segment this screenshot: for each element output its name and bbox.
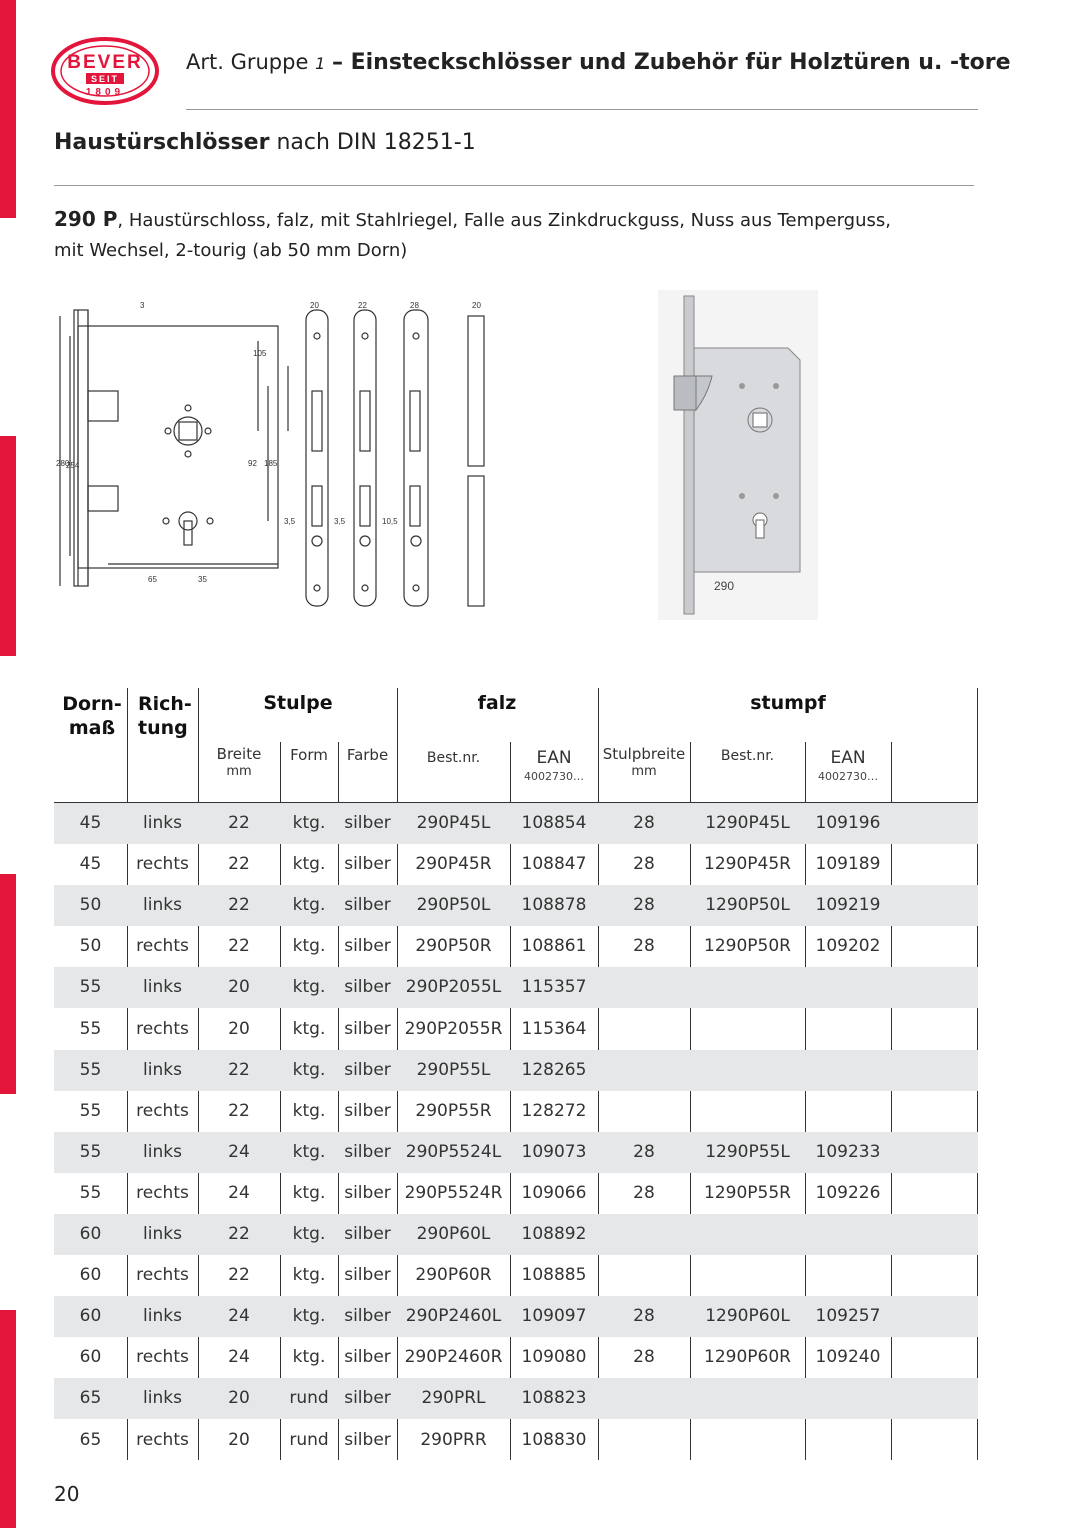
cell-farbe: silber bbox=[344, 895, 391, 916]
cell-form: ktg. bbox=[292, 1224, 326, 1244]
cell-stulpbreite: 28 bbox=[633, 1141, 655, 1162]
cell-ean: 108847 bbox=[521, 854, 587, 875]
svg-text:SEIT: SEIT bbox=[90, 74, 120, 84]
cell-stulpbreite: 28 bbox=[633, 813, 655, 833]
cell-richtung: rechts bbox=[136, 854, 189, 875]
header-falz: falz bbox=[477, 692, 517, 714]
technical-drawing bbox=[48, 296, 508, 612]
cell-stulpbreite: 28 bbox=[633, 895, 655, 916]
svg-text:254: 254 bbox=[66, 461, 80, 470]
cell-bestnr: 290P60R bbox=[415, 1265, 492, 1286]
cell-richtung: rechts bbox=[136, 1018, 189, 1039]
cell-dorn: 60 bbox=[79, 1265, 102, 1286]
table-row bbox=[54, 967, 978, 1008]
cell-bestnr: 290P5524R bbox=[404, 1182, 503, 1203]
cell-richtung: links bbox=[143, 895, 182, 916]
product-line2: mit Wechsel, 2-tourig (ab 50 mm Dorn) bbox=[54, 240, 408, 261]
cell-richtung: links bbox=[143, 1306, 182, 1327]
subheader-breite: Breite mm bbox=[216, 745, 262, 779]
cell-ean2: 109189 bbox=[815, 854, 881, 875]
cell-ean: 108830 bbox=[521, 1429, 587, 1450]
cell-farbe: silber bbox=[344, 977, 391, 998]
cell-form: ktg. bbox=[292, 895, 326, 916]
cell-ean2: 109196 bbox=[815, 813, 881, 833]
page-header bbox=[186, 50, 1011, 75]
cell-bestnr: 290P2055L bbox=[405, 977, 502, 998]
section-title-bold: Haustürschlösser bbox=[54, 130, 270, 155]
cell-dorn: 50 bbox=[79, 936, 102, 957]
cell-farbe: silber bbox=[344, 1429, 391, 1450]
cell-form: ktg. bbox=[292, 1018, 326, 1039]
cell-dorn: 60 bbox=[79, 1224, 102, 1244]
section-title-rest: nach DIN 18251-1 bbox=[276, 130, 476, 155]
cell-ean2 bbox=[805, 1255, 891, 1296]
section-rule bbox=[54, 185, 974, 186]
cell-bestnr: 290P45L bbox=[416, 813, 491, 833]
cell-bestnr2: 1290P60L bbox=[705, 1306, 790, 1327]
cell-form: ktg. bbox=[292, 936, 326, 957]
cell-form: ktg. bbox=[292, 1100, 326, 1121]
table-row bbox=[54, 1337, 978, 1378]
cell-form: ktg. bbox=[292, 1265, 326, 1286]
header-title: – Einsteckschlösser und Zubehör für Holztüren u. -tore bbox=[331, 50, 1011, 75]
cell-ean2 bbox=[805, 1050, 891, 1091]
table-row bbox=[54, 844, 978, 885]
cell-richtung: rechts bbox=[136, 1265, 189, 1286]
cell-richtung: links bbox=[143, 813, 182, 833]
cell-breite: 24 bbox=[228, 1182, 250, 1203]
svg-text:22: 22 bbox=[358, 301, 367, 310]
cell-ean2 bbox=[805, 1091, 891, 1132]
cell-ean: 109066 bbox=[521, 1182, 587, 1203]
cell-stulpbreite bbox=[598, 1378, 690, 1419]
cell-bestnr: 290P2460R bbox=[404, 1347, 503, 1368]
cell-ean2: 109240 bbox=[815, 1347, 881, 1368]
cell-ean2: 109202 bbox=[815, 936, 881, 957]
cell-dorn: 45 bbox=[79, 813, 102, 833]
cell-dorn: 45 bbox=[79, 854, 102, 875]
cell-form: ktg. bbox=[292, 1306, 326, 1327]
cell-stulpbreite bbox=[598, 1009, 690, 1050]
cell-stulpbreite bbox=[598, 1420, 690, 1461]
cell-richtung: rechts bbox=[136, 1347, 189, 1368]
cell-stulpbreite bbox=[598, 1214, 690, 1255]
cell-bestnr: 290P55R bbox=[415, 1100, 492, 1121]
cell-breite: 24 bbox=[228, 1347, 250, 1368]
section-title bbox=[54, 130, 476, 155]
cell-bestnr2: 1290P45L bbox=[705, 813, 790, 833]
cell-ean: 108892 bbox=[521, 1224, 587, 1244]
subheader-ean: EAN bbox=[536, 748, 572, 768]
cell-dorn: 55 bbox=[79, 1018, 102, 1039]
cell-stulpbreite bbox=[598, 1255, 690, 1296]
svg-text:3,5: 3,5 bbox=[334, 517, 346, 526]
svg-text:10,5: 10,5 bbox=[382, 517, 398, 526]
cell-dorn: 60 bbox=[79, 1306, 102, 1327]
cell-form: ktg. bbox=[292, 977, 326, 998]
cell-farbe: silber bbox=[344, 1182, 391, 1203]
cell-bestnr: 290P2460L bbox=[405, 1306, 502, 1327]
cell-bestnr: 290P45R bbox=[415, 854, 492, 875]
side-tab bbox=[0, 874, 16, 1094]
cell-farbe: silber bbox=[344, 1100, 391, 1121]
cell-richtung: rechts bbox=[136, 1100, 189, 1121]
table-row bbox=[54, 1009, 978, 1050]
svg-text:92: 92 bbox=[248, 459, 257, 468]
header-richtung: Rich- tung bbox=[138, 693, 192, 739]
cell-form: ktg. bbox=[292, 1141, 326, 1162]
cell-breite: 20 bbox=[228, 1429, 250, 1450]
table-row bbox=[54, 1255, 978, 1296]
cell-farbe: silber bbox=[344, 1347, 391, 1368]
group-label: Art. Gruppe bbox=[186, 50, 309, 74]
svg-text:BEVER: BEVER bbox=[67, 52, 143, 73]
cell-bestnr: 290P55L bbox=[416, 1059, 491, 1080]
product-line1: , Haustürschloss, falz, mit Stahlriegel, Falle aus Zinkdruckguss, Nuss aus Temperguss, bbox=[117, 210, 891, 231]
cell-ean: 115357 bbox=[521, 977, 587, 998]
cell-breite: 20 bbox=[228, 1388, 250, 1409]
svg-text:185: 185 bbox=[264, 459, 278, 468]
table-row bbox=[54, 1173, 978, 1214]
cell-bestnr2: 1290P55L bbox=[705, 1141, 790, 1162]
cell-form: rund bbox=[289, 1429, 329, 1450]
cell-farbe: silber bbox=[344, 1018, 391, 1039]
cell-breite: 22 bbox=[228, 1059, 250, 1080]
table-row bbox=[54, 885, 978, 926]
cell-breite: 22 bbox=[228, 854, 250, 875]
cell-farbe: silber bbox=[344, 1306, 391, 1327]
svg-text:3,5: 3,5 bbox=[284, 517, 296, 526]
cell-ean2: 109257 bbox=[815, 1306, 881, 1327]
cell-bestnr2 bbox=[690, 1050, 805, 1091]
subheader-stulpbreite: Stulpbreite mm bbox=[602, 745, 686, 779]
cell-bestnr2 bbox=[690, 1378, 805, 1419]
table-row bbox=[54, 926, 978, 967]
cell-breite: 20 bbox=[228, 977, 250, 998]
side-tab bbox=[0, 0, 16, 218]
cell-bestnr: 290P2055R bbox=[404, 1018, 503, 1039]
cell-bestnr: 290P50R bbox=[415, 936, 492, 957]
svg-text:20: 20 bbox=[310, 301, 319, 310]
subheader-bestnr-stumpf: Best.nr. bbox=[720, 748, 775, 764]
cell-ean2: 109219 bbox=[815, 895, 881, 916]
cell-breite: 22 bbox=[228, 1265, 250, 1286]
cell-stulpbreite: 28 bbox=[633, 936, 655, 957]
table-row bbox=[54, 1378, 978, 1419]
cell-breite: 24 bbox=[228, 1306, 250, 1327]
cell-breite: 20 bbox=[228, 1018, 250, 1039]
cell-bestnr: 290P60L bbox=[416, 1224, 491, 1244]
product-photo bbox=[658, 290, 818, 620]
cell-richtung: rechts bbox=[136, 936, 189, 957]
cell-ean2 bbox=[805, 1378, 891, 1419]
table-row bbox=[54, 1132, 978, 1173]
cell-form: ktg. bbox=[292, 1182, 326, 1203]
product-code: 290 P bbox=[54, 207, 118, 231]
cell-stulpbreite bbox=[598, 1091, 690, 1132]
subheader-bestnr: Best.nr. bbox=[426, 750, 481, 766]
side-tab bbox=[0, 1310, 16, 1528]
cell-bestnr2: 1290P55R bbox=[704, 1182, 791, 1203]
subheader-ean-prefix: 4002730… bbox=[524, 770, 584, 783]
cell-bestnr: 290P50L bbox=[416, 895, 491, 916]
cell-farbe: silber bbox=[344, 1059, 391, 1080]
cell-ean2: 109233 bbox=[815, 1141, 881, 1162]
cell-bestnr2: 1290P50L bbox=[705, 895, 790, 916]
svg-text:280: 280 bbox=[56, 459, 70, 468]
cell-bestnr2 bbox=[690, 1255, 805, 1296]
cell-ean: 108854 bbox=[521, 813, 587, 833]
header-stulpe: Stulpe bbox=[263, 692, 333, 714]
svg-text:28: 28 bbox=[410, 301, 419, 310]
cell-ean: 108823 bbox=[521, 1388, 587, 1409]
cell-dorn: 55 bbox=[79, 1059, 102, 1080]
table-row bbox=[54, 803, 978, 844]
cell-form: rund bbox=[289, 1388, 329, 1409]
cell-stulpbreite: 28 bbox=[633, 1347, 655, 1368]
cell-bestnr2: 1290P60R bbox=[704, 1347, 791, 1368]
cell-bestnr2: 1290P45R bbox=[704, 854, 791, 875]
header-dornmass: Dorn- maß bbox=[62, 693, 122, 739]
cell-stulpbreite bbox=[598, 1050, 690, 1091]
group-number: 1 bbox=[315, 54, 326, 73]
cell-dorn: 65 bbox=[79, 1429, 102, 1450]
cell-breite: 24 bbox=[228, 1141, 250, 1162]
side-tab bbox=[0, 436, 16, 656]
cell-dorn: 55 bbox=[79, 1100, 102, 1121]
cell-stulpbreite: 28 bbox=[633, 1306, 655, 1327]
cell-richtung: rechts bbox=[136, 1429, 189, 1450]
cell-bestnr2 bbox=[690, 1009, 805, 1050]
cell-dorn: 65 bbox=[79, 1388, 102, 1409]
svg-text:3: 3 bbox=[140, 301, 145, 310]
cell-bestnr2 bbox=[690, 967, 805, 1008]
subheader-form: Form bbox=[290, 746, 328, 764]
cell-form: ktg. bbox=[292, 1347, 326, 1368]
cell-farbe: silber bbox=[344, 936, 391, 957]
cell-farbe: silber bbox=[344, 813, 391, 833]
cell-stulpbreite: 28 bbox=[633, 1182, 655, 1203]
cell-richtung: links bbox=[143, 977, 182, 998]
cell-form: ktg. bbox=[292, 813, 326, 833]
cell-ean: 115364 bbox=[521, 1018, 587, 1039]
subheader-ean-prefix-stumpf: 4002730… bbox=[818, 770, 878, 783]
cell-bestnr: 290PRR bbox=[420, 1429, 487, 1450]
cell-richtung: links bbox=[143, 1388, 182, 1409]
table-row bbox=[54, 1420, 978, 1461]
svg-text:65: 65 bbox=[148, 575, 157, 584]
cell-ean: 108878 bbox=[521, 895, 587, 916]
cell-dorn: 60 bbox=[79, 1347, 102, 1368]
cell-richtung: links bbox=[143, 1224, 182, 1244]
cell-farbe: silber bbox=[344, 1388, 391, 1409]
cell-ean: 109073 bbox=[521, 1141, 587, 1162]
svg-text:35: 35 bbox=[198, 575, 207, 584]
svg-text:105: 105 bbox=[253, 349, 267, 358]
svg-text:1809: 1809 bbox=[85, 87, 125, 98]
cell-breite: 22 bbox=[228, 936, 250, 957]
cell-ean2: 109226 bbox=[815, 1182, 881, 1203]
table-row bbox=[54, 1050, 978, 1091]
cell-ean2 bbox=[805, 1420, 891, 1461]
cell-dorn: 55 bbox=[79, 1182, 102, 1203]
table-row bbox=[54, 1091, 978, 1132]
cell-ean: 109080 bbox=[521, 1347, 587, 1368]
cell-bestnr2 bbox=[690, 1420, 805, 1461]
cell-form: ktg. bbox=[292, 854, 326, 875]
subheader-farbe: Farbe bbox=[346, 746, 389, 764]
cell-breite: 22 bbox=[228, 1100, 250, 1121]
cell-bestnr2 bbox=[690, 1214, 805, 1255]
cell-ean2 bbox=[805, 1214, 891, 1255]
cell-breite: 22 bbox=[228, 895, 250, 916]
cell-ean2 bbox=[805, 1009, 891, 1050]
cell-ean: 108885 bbox=[521, 1265, 587, 1286]
cell-ean: 128272 bbox=[521, 1100, 587, 1121]
cell-breite: 22 bbox=[228, 1224, 250, 1244]
svg-text:20: 20 bbox=[472, 301, 481, 310]
page-number: 20 bbox=[54, 1482, 80, 1506]
bever-logo bbox=[50, 36, 160, 106]
subheader-ean-stumpf: EAN bbox=[830, 748, 866, 768]
cell-richtung: links bbox=[143, 1141, 182, 1162]
cell-ean: 109097 bbox=[521, 1306, 587, 1327]
cell-farbe: silber bbox=[344, 1224, 391, 1244]
cell-stulpbreite bbox=[598, 967, 690, 1008]
header-stumpf: stumpf bbox=[750, 692, 826, 714]
cell-farbe: silber bbox=[344, 1265, 391, 1286]
cell-ean2 bbox=[805, 967, 891, 1008]
cell-richtung: rechts bbox=[136, 1182, 189, 1203]
table-row bbox=[54, 1296, 978, 1337]
cell-dorn: 50 bbox=[79, 895, 102, 916]
table-row bbox=[54, 1214, 978, 1255]
cell-bestnr2 bbox=[690, 1091, 805, 1132]
cell-bestnr2: 1290P50R bbox=[704, 936, 791, 957]
cell-dorn: 55 bbox=[79, 1141, 102, 1162]
cell-bestnr: 290PRL bbox=[421, 1388, 486, 1409]
header-rule bbox=[186, 109, 978, 110]
cell-farbe: silber bbox=[344, 1141, 391, 1162]
cell-ean: 108861 bbox=[521, 936, 587, 957]
cell-stulpbreite: 28 bbox=[633, 854, 655, 875]
cell-ean: 128265 bbox=[521, 1059, 587, 1080]
cell-dorn: 55 bbox=[79, 977, 102, 998]
cell-form: ktg. bbox=[292, 1059, 326, 1080]
cell-bestnr: 290P5524L bbox=[405, 1141, 502, 1162]
cell-richtung: links bbox=[143, 1059, 182, 1080]
cell-breite: 22 bbox=[228, 813, 250, 833]
product-description bbox=[54, 204, 984, 266]
cell-farbe: silber bbox=[344, 854, 391, 875]
svg-text:290: 290 bbox=[714, 579, 735, 593]
